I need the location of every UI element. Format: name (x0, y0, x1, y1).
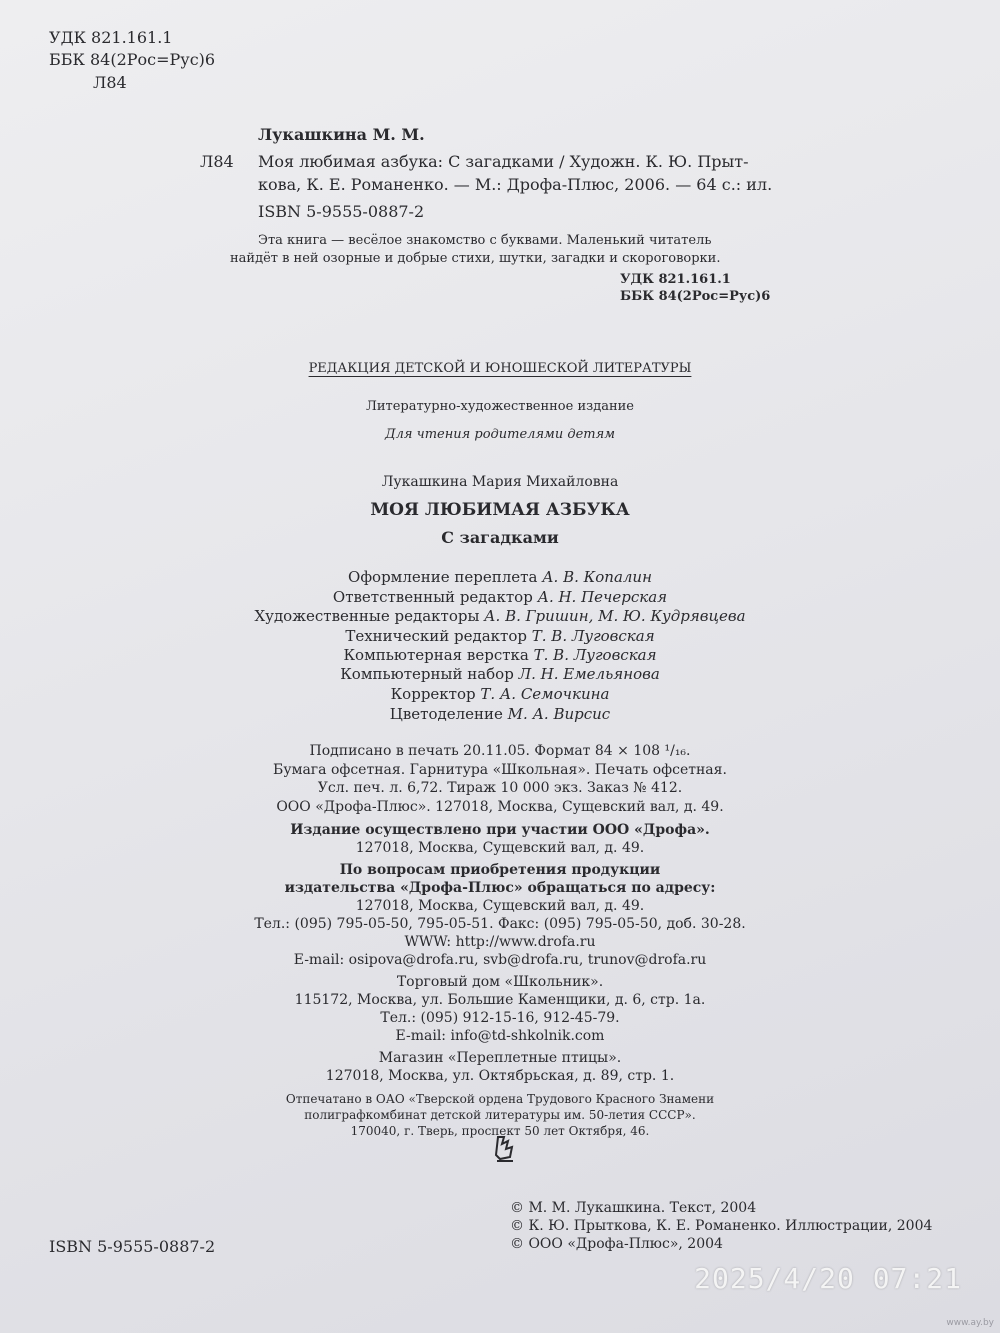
catalog-isbn: ISBN 5-9555-0887-2 (258, 202, 425, 221)
credit-line: Ответственный редактор А. Н. Печерская (332, 588, 668, 606)
department-heading: РЕДАКЦИЯ ДЕТСКОЙ И ЮНОШЕСКОЙ ЛИТЕРАТУРЫ (308, 361, 692, 376)
print-line-2: Бумага офсетная. Гарнитура «Школьная». Печать офсетная. (273, 762, 727, 778)
publisher-note-line-1: Издание осуществлено при участии ООО «Дрофа». (290, 822, 710, 838)
orders-email: E-mail: osipova@drofa.ru, svb@drofa.ru, trunov@drofa.ru (293, 952, 707, 968)
edition-audience: Для чтения родителями детям (385, 427, 615, 442)
catalog-line-2: кова, К. Е. Романенко. — М.: Дрофа-Плюс, 2006. — 64 с.: ил. (258, 175, 773, 194)
catalog-udk: УДК 821.161.1 (620, 272, 731, 287)
credit-line: Оформление переплета А. В. Копалин (348, 568, 652, 586)
shop1-line-3: Тел.: (095) 912-15-16, 912-45-79. (380, 1010, 620, 1026)
copyright-line: © М. М. Лукашкина. Текст, 2004 (510, 1200, 757, 1216)
udk-code: УДК 821.161.1 (49, 28, 173, 47)
isbn-bottom: ISBN 5-9555-0887-2 (49, 1237, 216, 1256)
print-line-3: Усл. печ. л. 6,72. Тираж 10 000 экз. Заказ № 412. (317, 780, 683, 796)
author-sign: Л84 (93, 73, 127, 92)
book-subtitle: С загадками (441, 528, 559, 547)
publisher-note-line-2: 127018, Москва, Сущевский вал, д. 49. (355, 840, 645, 856)
credit-line: Компьютерный набор Л. Н. Емельянова (340, 665, 660, 683)
orders-line-2: издательства «Дрофа-Плюс» обращаться по адресу: (284, 880, 716, 896)
orders-line-3: 127018, Москва, Сущевский вал, д. 49. (355, 898, 645, 914)
print-line-1: Подписано в печать 20.11.05. Формат 84 × 108 ¹/₁₆. (309, 743, 691, 759)
catalog-code: Л84 (200, 152, 234, 171)
catalog-line-1: Моя любимая азбука: С загадками / Художн. К. Ю. Прыт- (258, 152, 749, 171)
credit-line: Художественные редакторы А. В. Гришин, М. Ю. Кудрявцева (254, 607, 746, 625)
orders-line-1: По вопросам приобретения продукции (339, 862, 661, 878)
book-title: МОЯ ЛЮБИМАЯ АЗБУКА (370, 500, 630, 520)
watermark: www.ay.by (946, 1318, 994, 1328)
copyright-line: © ООО «Дрофа-Плюс», 2004 (510, 1236, 723, 1252)
orders-www: WWW: http://www.drofa.ru (404, 934, 596, 950)
shop1-line-4: E-mail: info@td-shkolnik.com (395, 1028, 605, 1044)
credit-line: Компьютерная верстка Т. В. Луговская (343, 646, 657, 664)
print-line-4: ООО «Дрофа-Плюс». 127018, Москва, Сущевский вал, д. 49. (276, 799, 724, 815)
credit-line: Технический редактор Т. В. Луговская (345, 627, 655, 645)
photo-timestamp: 2025/4/20 07:21 (694, 1262, 962, 1295)
copyright-line: © К. Ю. Прыткова, К. Е. Романенко. Иллюстрации, 2004 (510, 1218, 933, 1234)
printer-line-1: Отпечатано в ОАО «Тверской ордена Трудового Красного Знамени (285, 1092, 715, 1106)
shop2-line-2: 127018, Москва, ул. Октябрьская, д. 89, стр. 1. (325, 1068, 675, 1084)
annotation-line-1: Эта книга — весёлое знакомство с буквами. Маленький читатель (258, 233, 712, 248)
credit-line: Корректор Т. А. Семочкина (390, 685, 610, 703)
catalog-author: Лукашкина М. М. (258, 125, 425, 144)
catalog-bbk: ББК 84(2Рос=Рус)6 (620, 289, 771, 304)
annotation-line-2: найдёт в ней озорные и добрые стихи, шутки, загадки и скороговорки. (230, 251, 721, 266)
bbk-code: ББК 84(2Рос=Рус)6 (49, 50, 216, 69)
shop1-line-1: Торговый дом «Школьник». (396, 974, 604, 990)
orders-phone: Тел.: (095) 795-05-50, 795-05-51. Факс: (095) 795-05-50, доб. 30-28. (254, 916, 746, 932)
shop2-line-1: Магазин «Переплетные птицы». (378, 1050, 622, 1066)
credit-line: Цветоделение М. А. Вирсис (389, 705, 611, 723)
shop1-line-2: 115172, Москва, ул. Большие Каменщики, д. 6, стр. 1а. (294, 992, 706, 1008)
printer-line-2: полиграфкомбинат детской литературы им. 50-летия СССР». (304, 1108, 696, 1122)
printer-line-3: 170040, г. Тверь, проспект 50 лет Октября, 46. (350, 1124, 650, 1138)
edition-type: Литературно-художественное издание (366, 399, 634, 414)
author-full-name: Лукашкина Мария Михайловна (381, 474, 619, 490)
printer-logo-icon (494, 1135, 516, 1163)
